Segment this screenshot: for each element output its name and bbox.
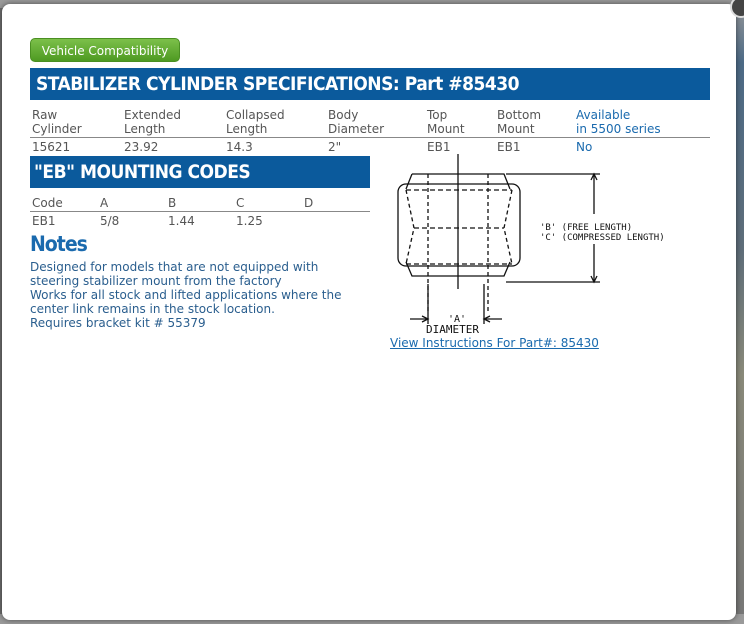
label-c-compressed-length: 'C' (COMPRESSED LENGTH)	[540, 233, 665, 243]
cell-body-diameter: 2"	[328, 140, 342, 154]
header-a: A	[100, 196, 109, 210]
cell-code: EB1	[32, 214, 56, 228]
cell-collapsed-length: 14.3	[226, 140, 253, 154]
cell-bottom-mount: EB1	[497, 140, 521, 154]
label-b-free-length: 'B' (FREE LENGTH)	[540, 223, 633, 233]
header-available-5500: Available in 5500 series	[576, 108, 661, 136]
spec-table-header	[30, 106, 710, 138]
specifications-modal	[2, 4, 736, 620]
mounting-diagram	[388, 154, 708, 334]
cell-top-mount: EB1	[427, 140, 451, 154]
eb-table-header	[30, 194, 370, 212]
header-raw-cylinder: Raw Cylinder	[32, 108, 82, 136]
eb-codes-table	[30, 194, 370, 228]
cell-extended-length: 23.92	[124, 140, 159, 154]
cell-a: 5/8	[100, 214, 120, 228]
note-item: Works for all stock and lifted applications where the center link remains in the stock location.	[30, 288, 342, 316]
cell-available-5500: No	[576, 140, 593, 154]
header-body-diameter: Body Diameter	[328, 108, 385, 136]
spec-title-banner: STABILIZER CYLINDER SPECIFICATIONS: Part #85430	[30, 68, 710, 100]
view-instructions-link[interactable]: View Instructions For Part#: 85430	[390, 336, 599, 350]
vehicle-compatibility-button[interactable]: Vehicle Compatibility	[30, 38, 180, 62]
header-b: B	[168, 196, 177, 210]
eb-mounting-codes-banner: "EB" MOUNTING CODES	[30, 156, 370, 188]
header-d: D	[304, 196, 314, 210]
cell-b: 1.44	[168, 214, 195, 228]
note-item: Designed for models that are not equipped with steering stabilizer mount from the factory	[30, 260, 319, 288]
close-modal-button[interactable]	[730, 0, 744, 18]
header-bottom-mount: Bottom Mount	[497, 108, 542, 136]
notes-list	[30, 260, 370, 330]
label-a: 'A'	[448, 314, 467, 325]
cell-c: 1.25	[236, 214, 263, 228]
header-collapsed-length: Collapsed Length	[226, 108, 285, 136]
table-row	[30, 138, 710, 154]
note-item: Requires bracket kit # 55379	[30, 316, 206, 330]
header-top-mount: Top Mount	[427, 108, 465, 136]
cell-raw-cylinder: 15621	[32, 140, 71, 154]
header-extended-length: Extended Length	[124, 108, 181, 136]
spec-table	[30, 106, 710, 154]
header-code: Code	[32, 196, 63, 210]
table-row	[30, 212, 370, 228]
header-c: C	[236, 196, 245, 210]
label-diameter: DIAMETER	[426, 323, 479, 334]
notes-heading: Notes	[30, 232, 87, 256]
